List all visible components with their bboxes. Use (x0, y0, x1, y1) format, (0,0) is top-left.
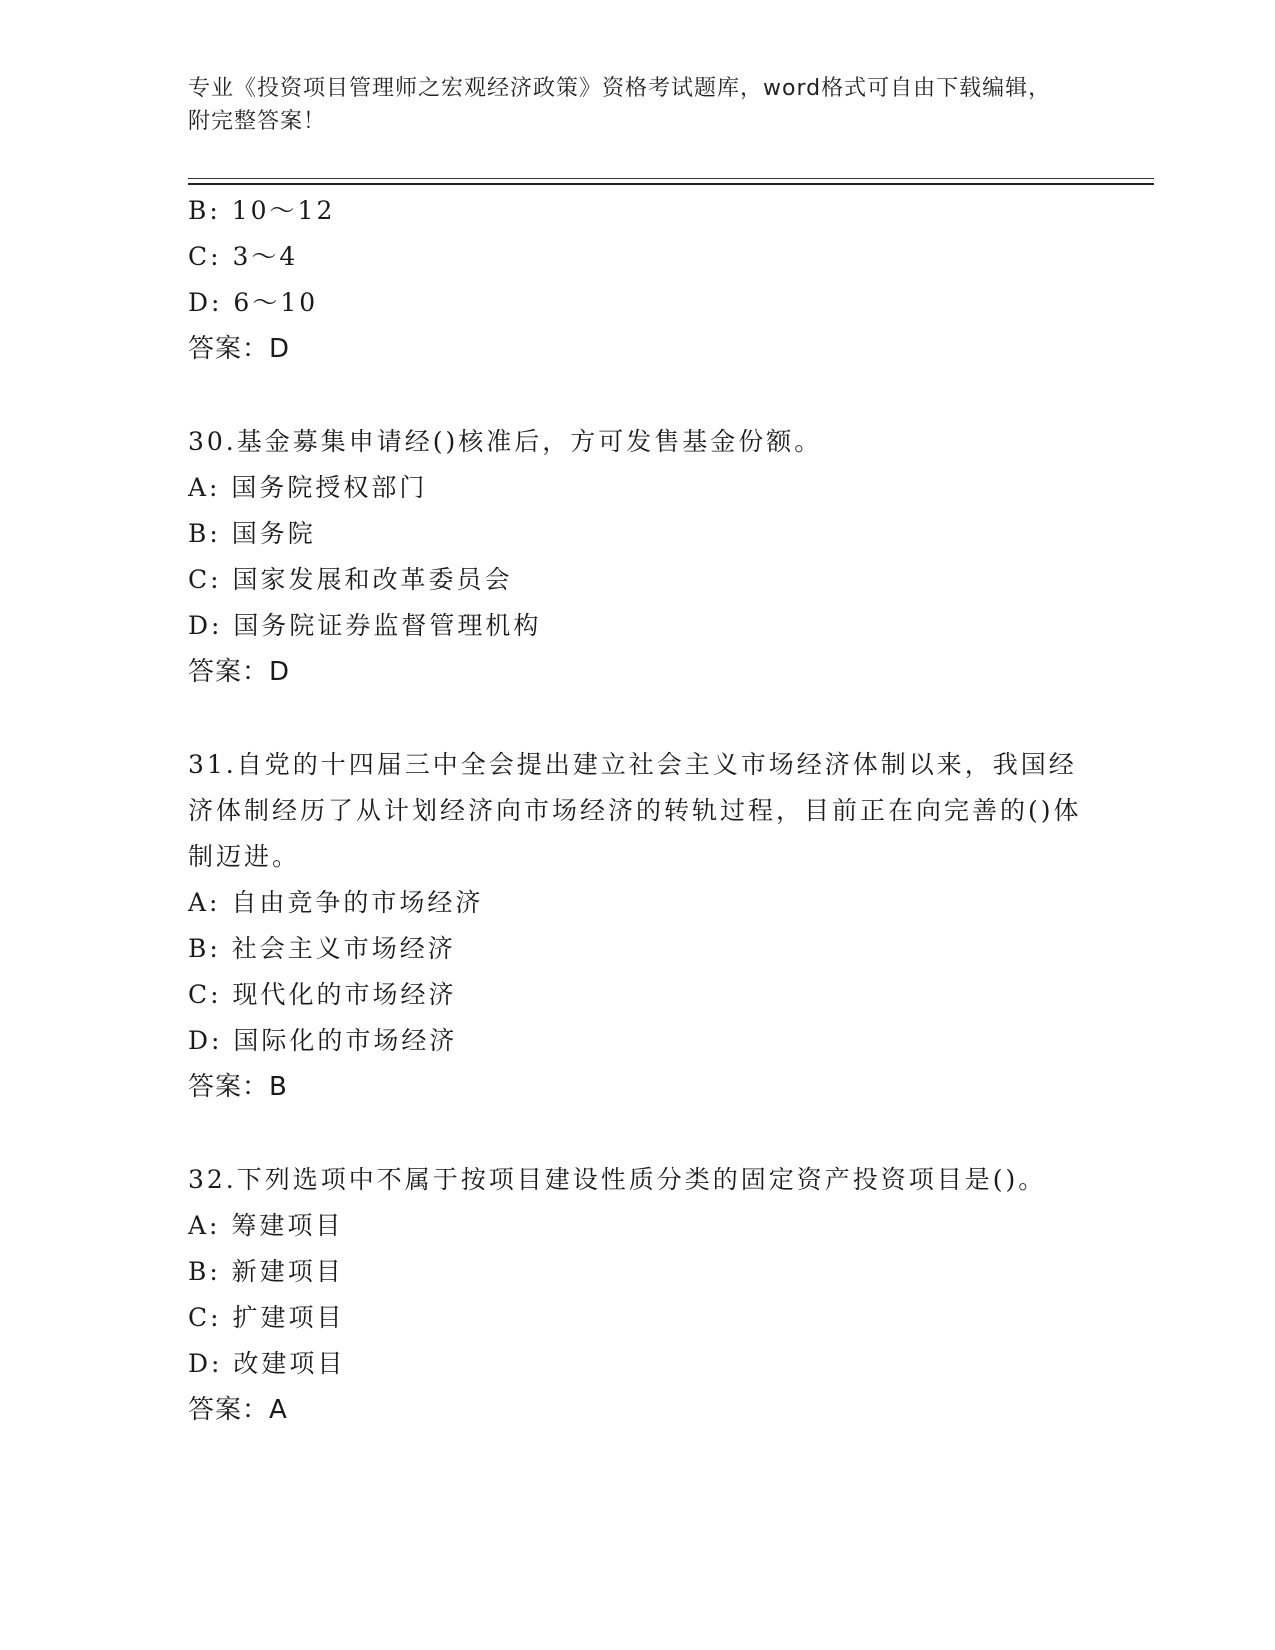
option-c: C: 扩建项目 (188, 1303, 345, 1332)
question-list (188, 188, 1088, 1433)
question-32 (188, 1157, 1088, 1433)
question-30 (188, 419, 1088, 695)
page-header: 专业《投资项目管理师之宏观经济政策》资格考试题库，word格式可自由下载编辑，附完整答案！ (188, 76, 1052, 134)
option-a: A: 国务院授权部门 (188, 473, 428, 502)
option-a: A: 筹建项目 (188, 1211, 344, 1240)
option-b: B: 10～12 (188, 196, 336, 225)
question-text: 30.基金募集申请经()核准后，方可发售基金份额。 (188, 427, 823, 456)
option-d: D: 国际化的市场经济 (188, 1026, 458, 1055)
question-text: 32.下列选项中不属于按项目建设性质分类的固定资产投资项目是()。 (188, 1165, 1047, 1194)
question-text: 31.自党的十四届三中全会提出建立社会主义市场经济体制以来，我国经济体制经历了从计划经济向市场经济的转轨过程，目前正在向完善的()体制迈进。 (188, 750, 1082, 871)
option-c: C: 现代化的市场经济 (188, 980, 457, 1009)
option-d: D: 改建项目 (188, 1349, 346, 1378)
option-d: D: 国务院证券监督管理机构 (188, 611, 542, 640)
header-divider-thin (188, 178, 1154, 179)
header-divider-thick (188, 183, 1154, 185)
question-29-continued (188, 188, 1088, 372)
option-b: B: 国务院 (188, 519, 316, 548)
answer: 答案：D (188, 334, 291, 364)
option-b: B: 社会主义市场经济 (188, 934, 456, 963)
option-c: C: 国家发展和改革委员会 (188, 565, 513, 594)
option-b: B: 新建项目 (188, 1257, 344, 1286)
option-c: C: 3～4 (188, 242, 299, 271)
answer: 答案：D (188, 657, 291, 687)
option-a: A: 自由竞争的市场经济 (188, 888, 484, 917)
answer: 答案：A (188, 1395, 288, 1425)
option-d: D: 6～10 (188, 288, 319, 317)
question-31 (188, 742, 1088, 1110)
answer: 答案：B (188, 1072, 288, 1102)
